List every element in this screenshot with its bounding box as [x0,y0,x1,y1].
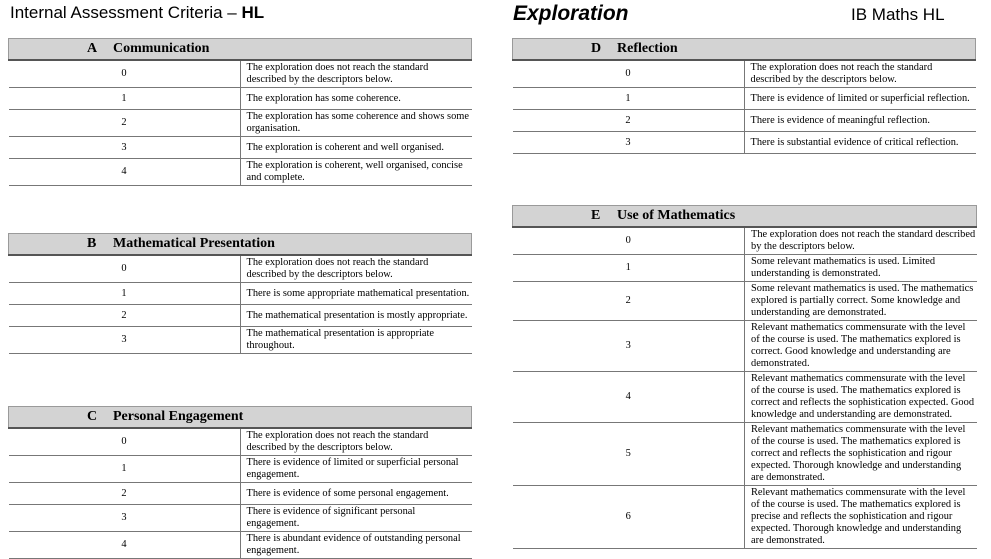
criterion-b-header [9,234,472,256]
level-cell: 4 [513,372,745,423]
criterion-c-header [9,407,472,429]
descriptor-cell: There is evidence of some personal engagement. [240,483,472,505]
table-row [513,88,976,110]
descriptor-cell: The exploration does not reach the standard described by the descriptors below. [240,255,472,283]
descriptor-cell: The mathematical presentation is mostly appropriate. [240,305,472,327]
level-cell: 0 [513,60,745,88]
level-cell: 0 [513,227,745,255]
table-row [513,486,977,549]
descriptor-cell: There is evidence of significant personal engagement. [240,505,472,532]
criterion-a-table [8,38,472,186]
table-row [9,456,472,483]
level-cell: 0 [9,255,241,283]
criterion-title: Personal Engagement [113,409,244,424]
table-row [9,532,472,559]
table-row [9,327,472,354]
table-row [9,60,472,88]
descriptor-cell: The exploration does not reach the standard described by the descriptors below. [240,428,472,456]
descriptor-cell: There is abundant evidence of outstanding personal engagement. [240,532,472,559]
criterion-d-header [513,39,976,61]
table-row [513,60,976,88]
descriptor-cell: Relevant mathematics commensurate with the level of the course is used. The mathematics explored is precise and reflects the sophistication and rigour expected. Thorough knowledge and understanding are demonstrated. [745,486,977,549]
criterion-letter: B [87,236,97,251]
level-cell: 2 [513,282,745,321]
table-row [513,372,977,423]
table-row [9,159,472,186]
criterion-title: Use of Mathematics [617,208,736,223]
level-cell: 3 [513,321,745,372]
table-row [9,137,472,159]
level-cell: 2 [9,483,241,505]
level-cell: 2 [9,305,241,327]
table-row [9,283,472,305]
criterion-title: Communication [113,41,210,56]
criterion-e-header [513,206,977,228]
table-row [513,227,977,255]
criterion-title: Reflection [617,41,678,56]
document-title-level: HL [241,3,265,22]
descriptor-cell: There is evidence of limited or superficial reflection. [744,88,976,110]
descriptor-cell: Some relevant mathematics is used. The mathematics explored is partially correct. Some knowledge and understanding are demonstrated. [745,282,977,321]
level-cell: 1 [9,456,241,483]
descriptor-cell: Relevant mathematics commensurate with the level of the course is used. The mathematics explored is correct and reflects the sophistication and rigour expected. Thorough knowledge and understanding are demonstrated. [745,423,977,486]
level-cell: 4 [9,532,241,559]
criterion-letter: E [591,208,601,223]
descriptor-cell: The exploration has some coherence and shows some organisation. [240,110,472,137]
criterion-b-table [8,233,472,354]
descriptor-cell: The exploration is coherent and well organised. [240,137,472,159]
course-label: IB Maths HL [851,5,945,24]
table-row [9,88,472,110]
level-cell: 2 [9,110,241,137]
table-row [9,255,472,283]
criterion-c-table [8,406,472,559]
descriptor-cell: The exploration has some coherence. [240,88,472,110]
level-cell: 1 [513,255,745,282]
descriptor-cell: Some relevant mathematics is used. Limited understanding is demonstrated. [745,255,977,282]
document-title-prefix: Internal Assessment Criteria – [10,3,242,22]
criterion-letter: D [591,41,602,56]
descriptor-cell: The exploration does not reach the standard described by the descriptors below. [745,227,977,255]
criterion-title: Mathematical Presentation [113,236,275,251]
descriptor-cell: There is substantial evidence of critical reflection. [744,132,976,154]
criterion-e-table [512,205,977,549]
criterion-a-header [9,39,472,61]
table-row [9,110,472,137]
level-cell: 2 [513,110,745,132]
table-row [513,132,976,154]
table-row [9,305,472,327]
table-row [9,483,472,505]
descriptor-cell: The exploration does not reach the standard described by the descriptors below. [240,60,472,88]
table-row [513,321,977,372]
level-cell: 3 [9,137,241,159]
descriptor-cell: The exploration is coherent, well organised, concise and complete. [240,159,472,186]
level-cell: 3 [9,327,241,354]
descriptor-cell: There is evidence of meaningful reflection. [744,110,976,132]
level-cell: 1 [513,88,745,110]
descriptor-cell: Relevant mathematics commensurate with the level of the course is used. The mathematics explored is correct and reflects the sophistication expected. Good knowledge and understanding are demonstrated. [745,372,977,423]
table-row [513,255,977,282]
table-row [513,423,977,486]
criterion-letter: C [87,409,98,424]
document-title [10,3,264,23]
table-row [9,505,472,532]
level-cell: 1 [9,283,241,305]
descriptor-cell: Relevant mathematics commensurate with the level of the course is used. The mathematics explored is correct. Good knowledge and understanding are demonstrated. [745,321,977,372]
level-cell: 0 [9,428,241,456]
level-cell: 0 [9,60,241,88]
level-cell: 4 [9,159,241,186]
criterion-letter: A [87,41,98,56]
descriptor-cell: The exploration does not reach the standard described by the descriptors below. [744,60,976,88]
table-row [513,282,977,321]
criterion-d-table [512,38,976,154]
level-cell: 3 [9,505,241,532]
table-row [9,428,472,456]
table-row [513,110,976,132]
level-cell: 1 [9,88,241,110]
level-cell: 5 [513,423,745,486]
descriptor-cell: The mathematical presentation is appropriate throughout. [240,327,472,354]
section-heading: Exploration [513,2,629,25]
descriptor-cell: There is evidence of limited or superficial personal engagement. [240,456,472,483]
level-cell: 3 [513,132,745,154]
descriptor-cell: There is some appropriate mathematical presentation. [240,283,472,305]
level-cell: 6 [513,486,745,549]
